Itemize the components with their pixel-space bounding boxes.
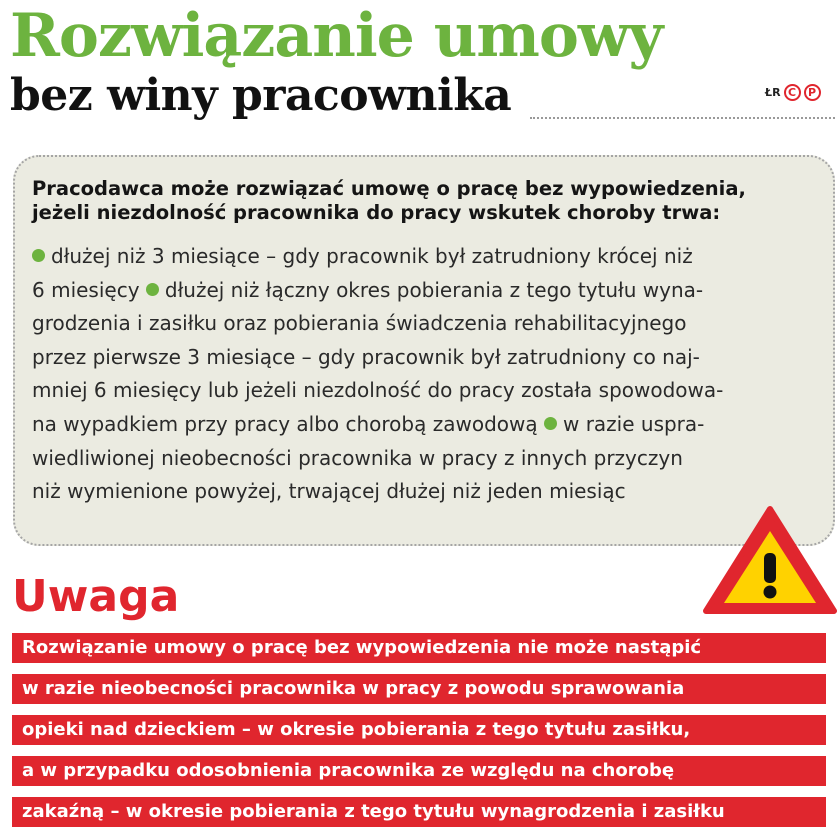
bullet-icon	[32, 249, 45, 262]
info-lead-line: Pracodawca może rozwiązać umowę o pracę bez wypowiedzenia,	[32, 177, 746, 200]
info-body-text: niż wymienione powyżej, trwającej dłużej niż jeden miesiąc	[32, 479, 626, 504]
credit-initials: ŁR	[765, 86, 781, 99]
info-body-text: wiedliwionej nieobecności pracownika w pracy z innych przyczyn	[32, 445, 683, 470]
warning-triangle-icon	[702, 505, 838, 615]
info-body-line	[32, 408, 822, 442]
uwaga-line: Rozwiązanie umowy o pracę bez wypowiedzenia nie może nastąpić	[12, 633, 826, 663]
bullet-icon	[146, 283, 159, 296]
bullet-icon	[544, 417, 557, 430]
info-body	[32, 240, 822, 509]
info-body-text: 6 miesięcy	[32, 277, 140, 302]
uwaga-line: zakaźną – w okresie pobierania z tego tytułu wynagrodzenia i zasiłku	[12, 797, 826, 827]
info-body-line	[32, 240, 822, 274]
dotted-divider	[530, 117, 835, 119]
page-subtitle: bez winy pracownika	[10, 70, 512, 121]
info-lead	[32, 177, 822, 225]
info-body-text: dłużej niż 3 miesiące – gdy pracownik był zatrudniony krócej niż	[51, 244, 693, 268]
info-body-line	[32, 475, 822, 509]
info-body-line	[32, 442, 822, 476]
info-body-text: przez pierwsze 3 miesiące – gdy pracownik był zatrudniony co naj-	[32, 344, 700, 369]
credit	[765, 84, 821, 101]
info-body-line	[32, 307, 822, 341]
uwaga-heading: Uwaga	[12, 571, 180, 622]
uwaga-line: opieki nad dzieckiem – w okresie pobierania z tego tytułu zasiłku,	[12, 715, 826, 745]
info-body-text: na wypadkiem przy pracy albo chorobą zawodową	[32, 411, 538, 436]
info-body-line	[32, 374, 822, 408]
info-body-text: dłużej niż łączny okres pobierania z tego tytułu wyna-	[164, 277, 704, 302]
uwaga-line: w razie nieobecności pracownika w pracy z powodu sprawowania	[12, 674, 826, 704]
logo-c-icon: C	[784, 84, 801, 101]
info-body-text: grodzenia i zasiłku oraz pobierania świadczenia rehabilitacyjnego	[32, 311, 687, 336]
info-body-text: mniej 6 miesięcy lub jeżeli niezdolność do pracy została spowodowa-	[32, 378, 724, 403]
page-title: Rozwiązanie umowy	[10, 1, 663, 71]
uwaga-line: a w przypadku odosobnienia pracownika ze względu na chorobę	[12, 756, 826, 786]
logo-p-icon: P	[804, 84, 821, 101]
info-lead-line: jeżeli niezdolność pracownika do pracy wskutek choroby trwa:	[32, 201, 721, 224]
info-body-line	[32, 341, 822, 375]
info-body-text: w razie uspra-	[562, 411, 705, 436]
info-body-line	[32, 274, 822, 308]
